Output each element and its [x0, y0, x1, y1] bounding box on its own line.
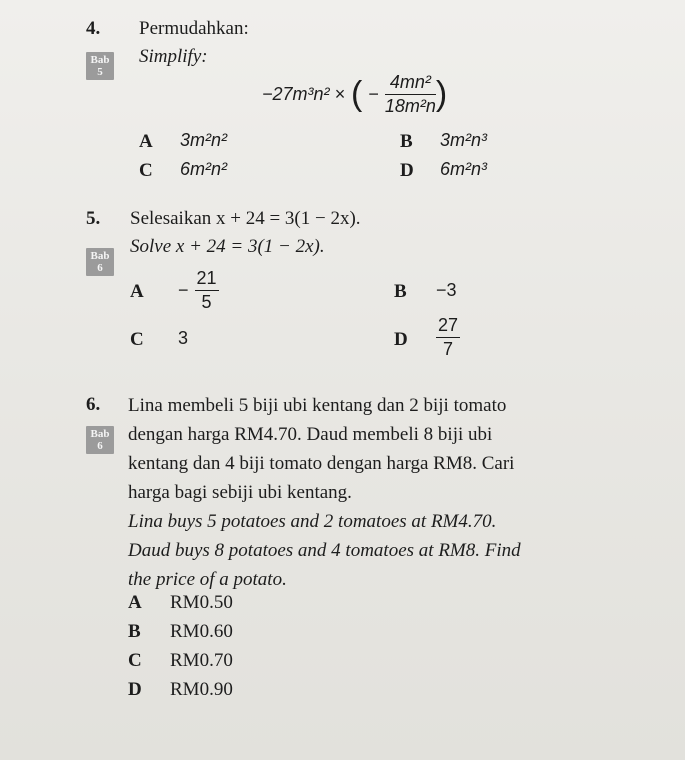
q5-option-a-denominator: 5	[201, 291, 212, 312]
q4-fraction-numerator: 4mn²	[385, 72, 436, 95]
open-paren: (	[351, 74, 363, 113]
q5-option-a-fraction	[195, 268, 219, 313]
q6-malay-text	[128, 391, 656, 507]
q6-malay-line: dengan harga RM4.70. Daud membeli 8 biji ubi	[128, 424, 493, 445]
bab-label: Bab	[90, 428, 110, 440]
q5-number: 5.	[86, 208, 101, 229]
q4-option-c-text: 6m²n²	[180, 159, 228, 179]
q4-fraction	[385, 72, 436, 117]
q4-option-a-text: 3m²n²	[180, 130, 228, 150]
q5-malay-prompt: Selesaikan x + 24 = 3(1 − 2x).	[130, 208, 361, 229]
q5-option-c-text: 3	[178, 328, 189, 348]
bab-label: Bab	[90, 250, 110, 262]
bab-number: 6	[97, 440, 103, 452]
q4-option-d-letter[interactable]: D	[400, 160, 414, 181]
q4-fraction-denominator: 18m²n	[384, 95, 436, 116]
close-paren: )	[435, 74, 448, 113]
q6-malay-line: Lina membeli 5 biji ubi kentang dan 2 biji tomato	[128, 395, 507, 416]
q4-number: 4.	[86, 18, 101, 39]
q4-bab-badge	[86, 52, 114, 80]
q5-english-prompt: Solve x + 24 = 3(1 − 2x).	[130, 236, 325, 257]
q5-option-a-numerator: 21	[195, 268, 219, 291]
q5-option-d-letter[interactable]: D	[394, 329, 408, 350]
q4-english-prompt: Simplify:	[139, 46, 208, 67]
bab-number: 5	[97, 66, 103, 78]
q4-expression	[262, 66, 447, 122]
q6-english-line: Lina buys 5 potatoes and 2 tomatoes at RM4.70.	[128, 511, 497, 532]
q5-option-c-letter[interactable]: C	[130, 329, 144, 350]
q6-english-line: Daud buys 8 potatoes and 4 tomatoes at RM8. Find	[128, 540, 521, 561]
q4-option-b-letter[interactable]: B	[400, 131, 413, 152]
q5-option-d-value	[436, 308, 460, 366]
q6-option-b-letter[interactable]: B	[128, 621, 141, 642]
q6-option-a-letter[interactable]: A	[128, 592, 142, 613]
q4-malay-prompt: Permudahkan:	[139, 18, 249, 39]
q6-english-text	[128, 507, 656, 594]
q5-option-b-text: −3	[436, 280, 457, 300]
q6-english-line: the price of a potato.	[128, 569, 287, 590]
q6-malay-line: harga bagi sebiji ubi kentang.	[128, 482, 352, 503]
q4-option-c-letter[interactable]: C	[139, 160, 153, 181]
q6-option-c-letter[interactable]: C	[128, 650, 142, 671]
q4-option-a-letter[interactable]: A	[139, 131, 153, 152]
q5-option-d-denominator: 7	[443, 338, 454, 359]
q5-option-d-fraction	[436, 315, 460, 360]
bab-number: 6	[97, 262, 103, 274]
q5-option-b-letter[interactable]: B	[394, 281, 407, 302]
q6-option-d-text: RM0.90	[170, 679, 233, 700]
bab-label: Bab	[90, 54, 110, 66]
q4-option-d-text: 6m²n³	[440, 159, 488, 179]
q5-option-a-sign: −	[178, 279, 189, 300]
q4-expr-minus: −	[368, 83, 379, 104]
q4-expr-left: −27m³n² ×	[262, 83, 346, 104]
q6-option-b-text: RM0.60	[170, 621, 233, 642]
q5-bab-badge	[86, 248, 114, 276]
q6-malay-line: kentang dan 4 biji tomato dengan harga RM8. Cari	[128, 453, 515, 474]
q6-option-a-text: RM0.50	[170, 592, 233, 613]
q6-number: 6.	[86, 394, 101, 415]
q4-option-b-text: 3m²n³	[440, 130, 488, 150]
q6-option-d-letter[interactable]: D	[128, 679, 142, 700]
q5-option-a-letter[interactable]: A	[130, 281, 144, 302]
q5-option-a-value	[178, 262, 219, 318]
q6-bab-badge	[86, 426, 114, 454]
q6-option-c-text: RM0.70	[170, 650, 233, 671]
q5-option-d-numerator: 27	[436, 315, 460, 338]
